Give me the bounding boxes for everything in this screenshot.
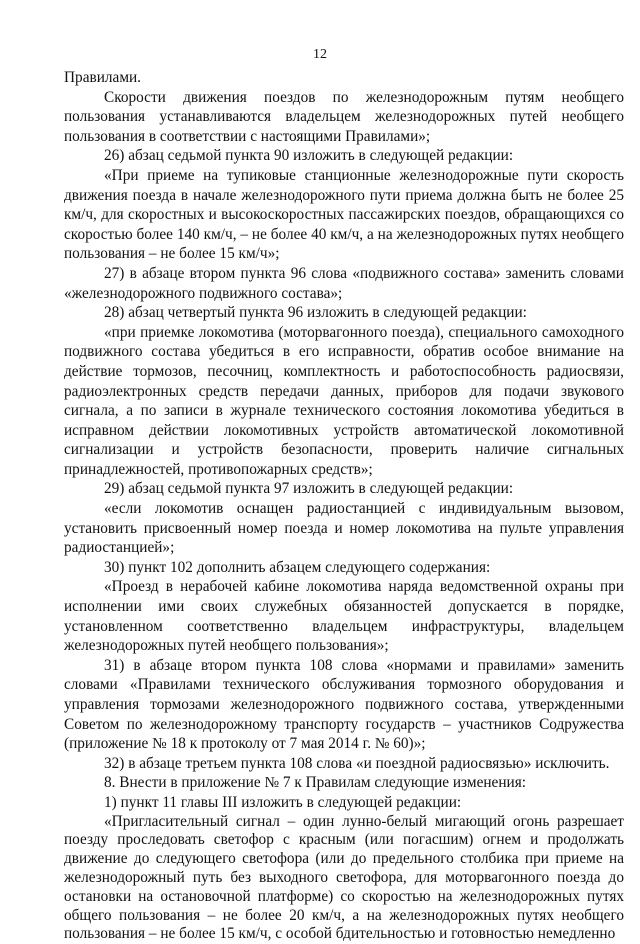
paragraph: 27) в абзаце втором пункта 96 слова «подвижного состава» заменить словами «железнодорожного подвижного состава»; [64,264,624,302]
paragraph: 8. Внести в приложение № 7 к Правилам следующие изменения: [104,774,526,792]
paragraph: 26) абзац седьмой пункта 90 изложить в следующей редакции: [104,147,514,165]
paragraph: 31) в абзаце втором пункта 108 слова «нормами и правилами» заменить словами «Правилами технического обслуживания тормозного оборудования и управления тормозами железнодорожного подвижного состава, утвержденными Советом по железнодорожному транспорту государств – участников Содружества (приложение № 18 к протоколу от 7 мая 2014 г. № 60)»; [64,656,624,753]
paragraph: «если локомотив оснащен радиостанцией с индивидуальным вызовом, установить присвоенный номер поезда и номер локомотива на пульте управления радиостанцией»; [64,500,624,557]
paragraph: 1) пункт 11 главы III изложить в следующей редакции: [104,793,462,811]
paragraph: 28) абзац четвертый пункта 96 изложить в следующей редакции: [104,304,527,322]
paragraph: 29) абзац седьмой пункта 97 изложить в следующей редакции: [104,480,514,498]
paragraph: Правилами. [64,69,142,86]
paragraph: «При приеме на тупиковые станционные железнодорожные пути скорость движения поезда в начале железнодорожного пути приема должна быть не более 25 км/ч, для скоростных и высокоскоростных пассажирских поездов, обращающихся со скоростью более 140 км/ч, – не более 40 км/ч, а на железнодорожных путях необщего пользования – не более 15 км/ч»; [64,166,624,263]
document-body [64,68,624,944]
paragraph: Скорости движения поездов по железнодорожным путям необщего пользования устанавливаются владельцем железнодорожных путей необщего пользования в соответствии с настоящими Правилами»; [64,88,624,145]
paragraph: «при приемке локомотива (моторвагонного поезда), специального самоходного подвижного состава убедиться в его исправности, обратив особое внимание на действие тормозов, песочниц, комплектность и работоспособность радиосвязи, радиоэлектронных средств передачи данных, приборов для подачи звукового сигнала, а по записи в журнале технического состояния локомотива убедиться в исправном действии локомотивных устройств автоматической локомотивной сигнализации и устройств безопасности, проверить наличие сигнальных принадлежностей, противопожарных средств»; [64,323,624,478]
paragraph: 30) пункт 102 дополнить абзацем следующего содержания: [104,558,491,576]
paragraph: «Пригласительный сигнал – один лунно-белый мигающий огонь разрешает поезду проследовать светофор с красным (или погасшим) огнем и продолжать движение до следующего светофора (или до предельного столбика при приеме на железнодорожный путь без выходного светофора, для моторвагонного поезда до остановки на остановочной платформе) со скоростью на железнодорожных путях общего пользования – не более 20 км/ч, а на железнодорожных путях необщего пользования – не более 15 км/ч, с особой бдительностью и готовностью немедленно [64,812,624,943]
paragraph: «Проезд в нерабочей кабине локомотива наряда ведомственной охраны при исполнении ими своих служебных обязанностей допускается в порядке, установленном соответственно владельцем инфраструктуры, владельцем железнодорожных путей необщего пользования»; [64,578,624,655]
paragraph: 32) в абзаце третьем пункта 108 слова «и поездной радиосвязью» исключить. [104,754,610,772]
page-number: 12 [313,47,327,62]
